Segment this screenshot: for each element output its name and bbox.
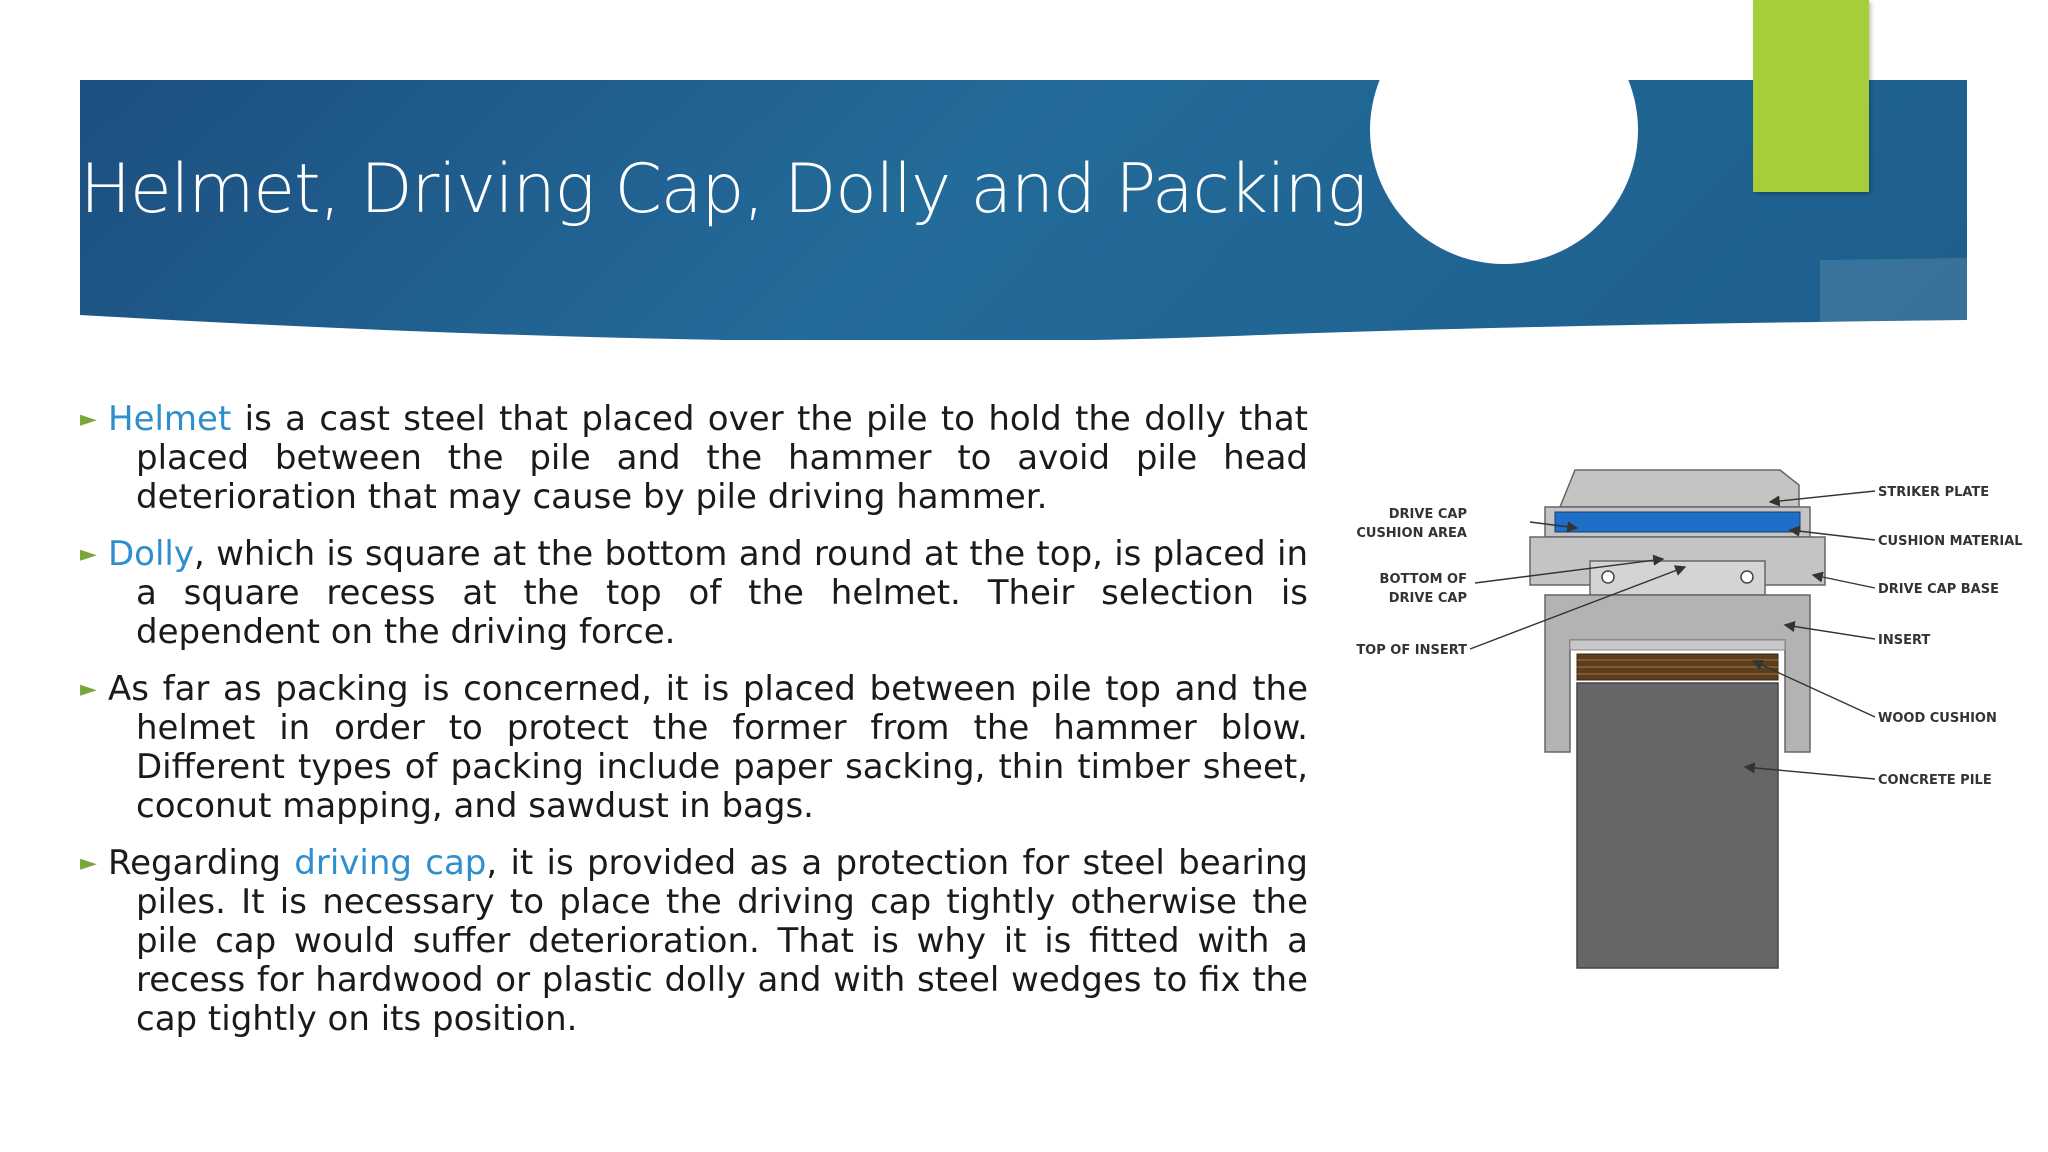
bullet-arrow-icon: ► xyxy=(80,677,97,702)
pile-cap-diagram xyxy=(1355,455,2030,975)
label-drive-cap-base: DRIVE CAP BASE xyxy=(1878,582,1999,597)
insert-top xyxy=(1570,640,1785,650)
bullet-helmet: ► Helmet is a cast steel that placed over the pile to hold the dolly that placed between the pile and the hammer to avoid pile head deterioration that may cause by pile driving hammer. xyxy=(80,399,1308,517)
bullet-arrow-icon: ► xyxy=(80,542,97,567)
striker-plate xyxy=(1560,470,1799,507)
label-cushion-material: CUSHION MATERIAL xyxy=(1878,534,2023,549)
label-bottom-of-drive-cap-2: DRIVE CAP xyxy=(1388,591,1467,606)
keyword-dolly: Dolly xyxy=(108,534,194,574)
bullet-arrow-icon: ► xyxy=(80,407,97,432)
title-banner xyxy=(80,80,1967,340)
bolt-right xyxy=(1741,571,1753,583)
label-drive-cap-cushion-area-1: DRIVE CAP xyxy=(1388,507,1467,522)
bullet-arrow-icon: ► xyxy=(80,851,97,876)
bullet-list xyxy=(80,400,1308,1057)
bullet-driving-cap: ► Regarding driving cap, it is provided as a protection for steel bearing piles. It is necessary to place the driving cap tightly otherwise the pile cap would suffer deterioration. That is why it is fitted with a recess for hardwood or plastic dolly and with steel wedges to fix the cap tightly on its position. xyxy=(80,843,1308,1039)
banner-circle-large xyxy=(1370,80,1638,264)
label-wood-cushion: WOOD CUSHION xyxy=(1878,711,1997,726)
label-insert: INSERT xyxy=(1878,633,1931,648)
accent-tab xyxy=(1753,0,1869,192)
bottom-of-drive-cap xyxy=(1590,561,1765,595)
label-drive-cap-cushion-area-2: CUSHION AREA xyxy=(1356,526,1467,541)
label-top-of-insert: TOP OF INSERT xyxy=(1356,643,1467,658)
banner-wave xyxy=(80,315,1967,340)
bullet-packing: ► As far as packing is concerned, it is placed between pile top and the helmet in order to protect the former from the hammer blow. Different types of packing include paper sacking, thin timber sheet, coconut mapping, and sawdust in bags. xyxy=(80,669,1308,826)
cushion-material xyxy=(1555,512,1800,532)
bolt-left xyxy=(1602,571,1614,583)
keyword-helmet: Helmet xyxy=(108,399,232,439)
label-concrete-pile: CONCRETE PILE xyxy=(1878,773,1992,788)
bullet-dolly: ► Dolly, which is square at the bottom and round at the top, is placed in a square recess at the top of the helmet. Their selection is dependent on the driving force. xyxy=(80,534,1308,652)
label-bottom-of-drive-cap-1: BOTTOM OF xyxy=(1379,572,1467,587)
keyword-driving-cap: driving cap xyxy=(294,843,487,883)
slide-title: Helmet, Driving Cap, Dolly and Packing xyxy=(80,150,1366,229)
concrete-pile xyxy=(1577,683,1778,968)
label-striker-plate: STRIKER PLATE xyxy=(1878,485,1990,500)
diagram-structure xyxy=(1530,470,1825,968)
